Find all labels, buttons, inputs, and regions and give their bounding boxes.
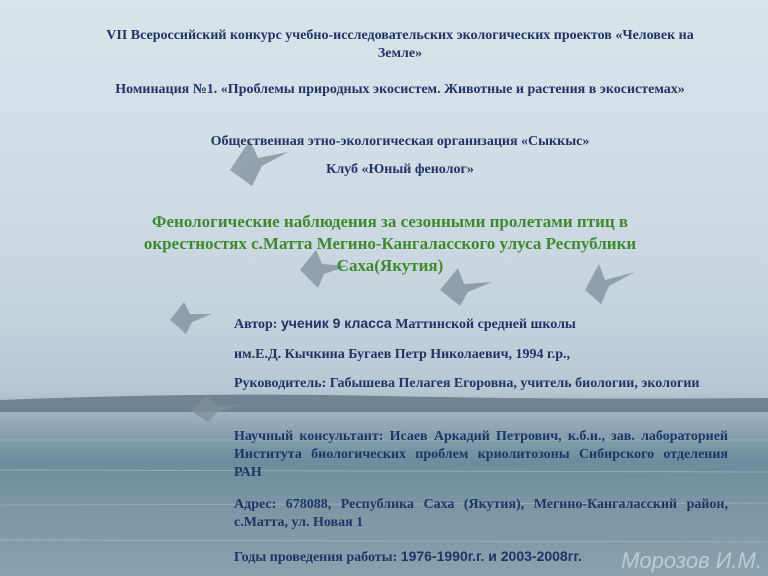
author-name-line: им.Е.Д. Кычкина Бугаев Петр Николаевич, 1994 г.р., [234,347,571,362]
watermark: Морозов И.М. [621,548,762,573]
club-name: Клуб «Юный фенолог» [326,162,474,177]
address-text: Адрес: 678088, Республика Саха (Якутия), Мегино-Кангаласский район, с.Матта, ул. Новая 1 [234,497,728,530]
organization-name: Общественная этно-экологическая организация «Сыккыс» [210,134,590,149]
nomination-title: Номинация №1. «Проблемы природных экосистем. Животные и растения в экосистемах» [115,82,685,97]
years-value: 1976-1990г.г. и 2003-2008гг. [400,548,582,564]
years-label: Годы проведения работы: [234,550,401,565]
author-school: Маттинской средней школы [391,317,576,332]
project-title: Фенологические наблюдения за сезонными пролетами птиц в окрестностях с.Матта Мегино-Кангаласского улуса Республики Саха(Якутия) [143,212,637,275]
consultant-text: Научный консультант: Исаев Аркадий Петрович, к.б.н., зав. лабораторией Института биологических проблем криолитозоны Сибирского отделения РАН [234,429,728,480]
contest-title: VII Всероссийский конкурс учебно-исследовательских экологических проектов «Человек на Земле» [106,28,694,61]
supervisor-text: Руководитель: Габышева Пелагея Егоровна, учитель биологии, экологии [234,376,700,391]
author-label: Автор: [234,317,281,332]
author-grade: ученик 9 класса [280,315,392,331]
author-line [234,314,728,334]
